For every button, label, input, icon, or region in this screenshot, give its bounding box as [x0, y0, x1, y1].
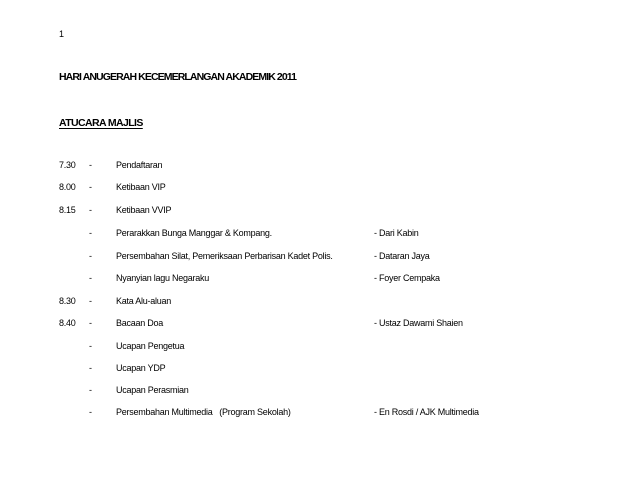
- schedule-row: [0, 407, 638, 421]
- schedule-row: [0, 318, 638, 332]
- schedule-item: Ketibaan VVIP: [116, 205, 172, 215]
- schedule-row: [0, 363, 638, 377]
- schedule-row: [0, 182, 638, 196]
- schedule-row: [0, 341, 638, 355]
- schedule-item: Nyanyian lagu Negaraku: [116, 273, 210, 283]
- schedule-item: Ketibaan VIP: [116, 182, 166, 192]
- schedule-dash: -: [89, 363, 92, 373]
- schedule-dash: -: [89, 341, 92, 351]
- schedule-item: Persembahan Silat, Pemeriksaan Perbarisan Kadet Polis.: [116, 251, 333, 261]
- schedule-item: Pendaftaran: [116, 160, 163, 170]
- schedule-location: - Dari Kabin: [374, 228, 419, 238]
- schedule-item: Perarakkan Bunga Manggar & Kompang.: [116, 228, 272, 238]
- schedule-row: [0, 160, 638, 174]
- schedule-item: Persembahan Multimedia (Program Sekolah): [116, 407, 291, 417]
- schedule-dash: -: [89, 182, 92, 192]
- schedule-dash: -: [89, 251, 92, 261]
- schedule-dash: -: [89, 385, 92, 395]
- schedule-row: [0, 228, 638, 242]
- section-heading: ATUCARA MAJLIS: [59, 117, 143, 129]
- schedule-item: Bacaan Doa: [116, 318, 164, 328]
- schedule-dash: -: [89, 228, 92, 238]
- document-title: HARI ANUGERAH KECEMERLANGAN AKADEMIK 2011: [59, 71, 297, 83]
- schedule-dash: -: [89, 296, 92, 306]
- schedule-row: [0, 296, 638, 310]
- schedule-row: [0, 251, 638, 265]
- schedule-dash: -: [89, 318, 92, 328]
- schedule-row: [0, 205, 638, 219]
- schedule-time: 8.30: [59, 296, 76, 306]
- schedule-location: - Dataran Jaya: [374, 251, 430, 261]
- schedule-dash: -: [89, 407, 92, 417]
- schedule-row: [0, 273, 638, 287]
- schedule-item: Ucapan Perasmian: [116, 385, 189, 395]
- schedule-time: 8.40: [59, 318, 76, 328]
- schedule-location: - Foyer Cempaka: [374, 273, 440, 283]
- schedule-time: 7.30: [59, 160, 76, 170]
- page-number: 1: [59, 29, 64, 39]
- schedule-time: 8.15: [59, 205, 76, 215]
- schedule-location: - Ustaz Dawami Shaien: [374, 318, 463, 328]
- schedule-item: Ucapan YDP: [116, 363, 166, 373]
- schedule-item: Ucapan Pengetua: [116, 341, 185, 351]
- schedule-dash: -: [89, 205, 92, 215]
- schedule-dash: -: [89, 273, 92, 283]
- schedule-time: 8.00: [59, 182, 76, 192]
- schedule-row: [0, 385, 638, 399]
- schedule-dash: -: [89, 160, 92, 170]
- schedule-location: - En Rosdi / AJK Multimedia: [374, 407, 479, 417]
- schedule-item: Kata Alu-aluan: [116, 296, 172, 306]
